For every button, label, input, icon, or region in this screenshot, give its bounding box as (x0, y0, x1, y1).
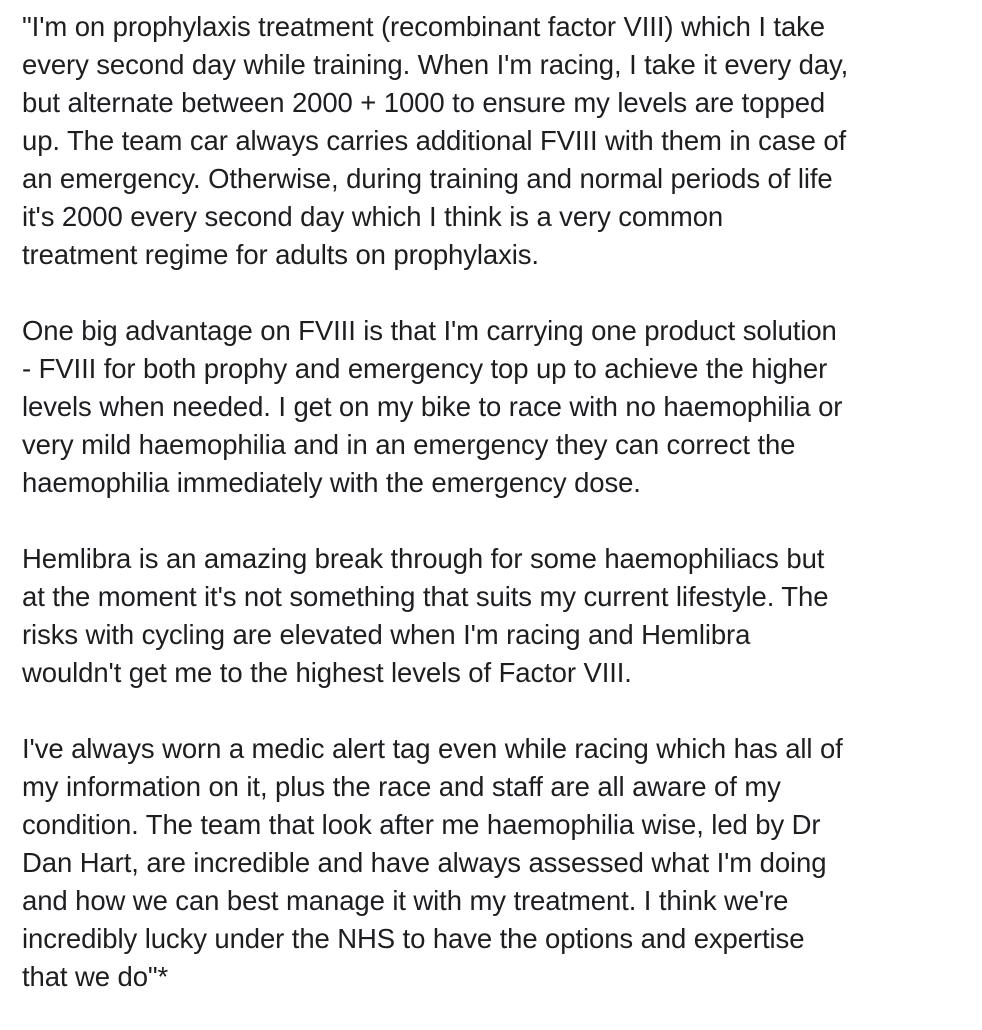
post-text (22, 8, 962, 996)
text-line: wouldn't get me to the highest levels of Factor VIII. (22, 657, 632, 688)
text-line: - FVIII for both prophy and emergency top up to achieve the higher (22, 353, 828, 384)
text-line: "I'm on prophylaxis treatment (recombinant factor VIII) which I take (22, 11, 825, 42)
text-line: an emergency. Otherwise, during training and normal periods of life (22, 163, 833, 194)
text-line: every second day while training. When I'm racing, I take it every day, (22, 49, 849, 80)
paragraph-medic-alert (22, 730, 962, 996)
text-line: risks with cycling are elevated when I'm racing and Hemlibra (22, 619, 751, 650)
text-line: One big advantage on FVIII is that I'm carrying one product solution (22, 315, 837, 346)
text-line: treatment regime for adults on prophylaxis. (22, 239, 539, 270)
text-line: my information on it, plus the race and staff are all aware of my (22, 771, 781, 802)
text-line: at the moment it's not something that suits my current lifestyle. The (22, 581, 829, 612)
paragraph-hemlibra (22, 540, 962, 692)
text-line: very mild haemophilia and in an emergency they can correct the (22, 429, 796, 460)
text-line: it's 2000 every second day which I think is a very common (22, 201, 724, 232)
text-line: but alternate between 2000 + 1000 to ensure my levels are topped (22, 87, 826, 118)
paragraph-fviii-advantage (22, 312, 962, 502)
text-line: that we do"* (22, 961, 169, 992)
text-line: Hemlibra is an amazing break through for some haemophiliacs but (22, 543, 825, 574)
text-line: condition. The team that look after me haemophilia wise, led by Dr (22, 809, 821, 840)
text-line: up. The team car always carries additional FVIII with them in case of (22, 125, 847, 156)
paragraph-prophylaxis (22, 8, 962, 274)
text-line: and how we can best manage it with my treatment. I think we're (22, 885, 789, 916)
text-line: I've always worn a medic alert tag even while racing which has all of (22, 733, 843, 764)
text-line: levels when needed. I get on my bike to race with no haemophilia or (22, 391, 843, 422)
text-line: haemophilia immediately with the emergency dose. (22, 467, 641, 498)
text-line: incredibly lucky under the NHS to have the options and expertise (22, 923, 805, 954)
text-line: Dan Hart, are incredible and have always assessed what I'm doing (22, 847, 827, 878)
